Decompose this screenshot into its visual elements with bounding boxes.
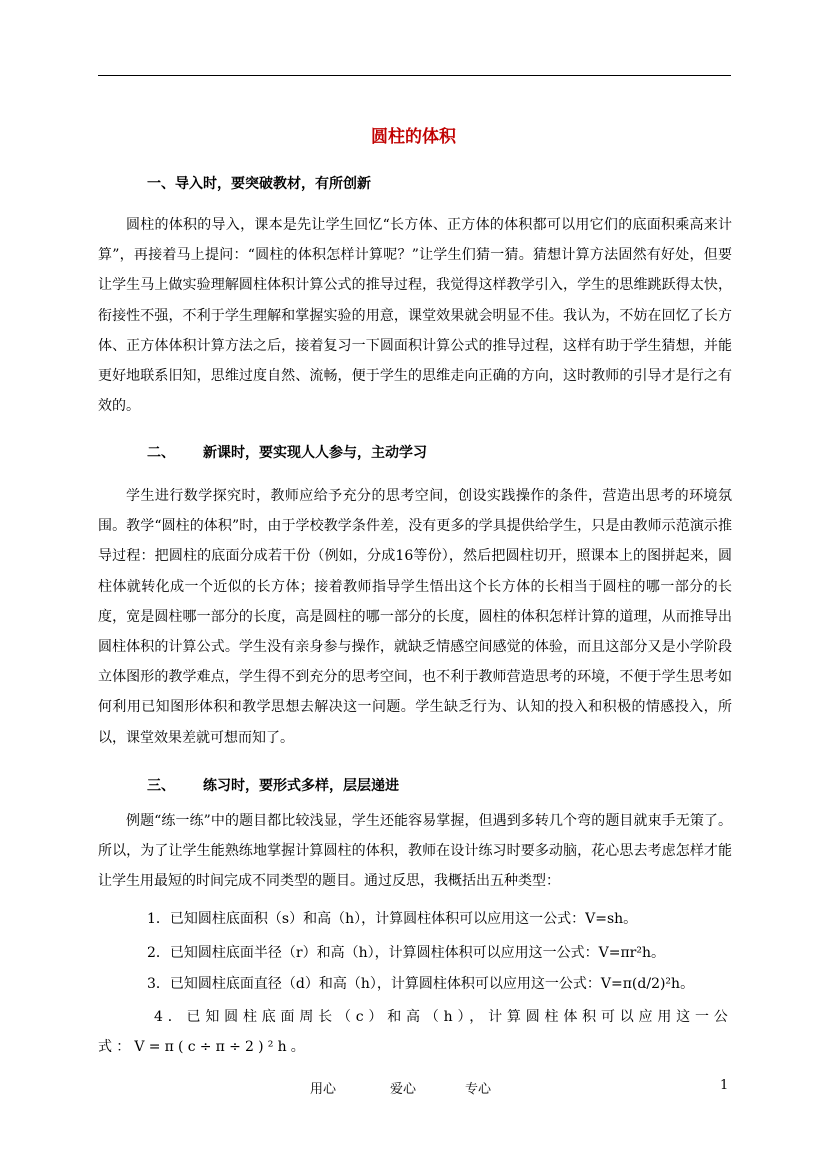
section-2-paragraph: 学生进行数学探究时，教师应给予充分的思考空间，创设实践操作的条件，营造出思考的环境氛围。教学“圆柱的体积”时，由于学校教学条件差，没有更多的学具提供给学生，只是由教师示范演示推导过程：把圆柱的底面分成若干份（例如，分成16等份），然后把圆柱切开，照课本上的图拼起来，圆柱体就转化成一个近似的长方体；接着教师指导学生悟出这个长方体的长相当于圆柱的哪一部分的长度，宽是圆柱哪一部分的长度，高是圆柱的哪一部分的长度，圆柱的体积怎样计算的道理，从而推导出圆柱体积的计算公式。学生没有亲身参与操作，就缺乏情感空间感觉的体验，而且这部分又是小学阶段立体图形的教学难点，学生得不到充分的思考空间，也不利于教师营造思考的环境，不便于学生思考如何利用已知图形体积和教学思想去解决这一问题。学生缺乏行为、认知的投入和积极的情感投入，所以，课堂效果差就可想而知了。 — [98, 488, 732, 746]
section-1-paragraph: 圆柱的体积的导入，课本是先让学生回忆“长方体、正方体的体积都可以用它们的底面积乘高来计算”，再接着马上提问：“圆柱的体积怎样计算呢？”让学生们猜一猜。猜想计算方法固然有好处，但要让学生马上做实验理解圆柱体积计算公式的推导过程，我觉得这样教学引入，学生的思维跳跃得太快，衔接性不强，不利于学生理解和掌握实验的用意，课堂效果就会明显不佳。我认为，不妨在回忆了长方体、正方体体积计算方法之后，接着复习一下圆面积计算公式的推导过程，这样有助于学生猜想，并能更好地联系旧知，思维过度自然、流畅，便于学生的思维走向正确的方向，这时教师的引导才是行之有效的。 — [98, 217, 732, 415]
footer-motto-2: 爱心 — [390, 1082, 417, 1097]
section-2-heading — [147, 442, 427, 462]
section-2-number: 二、 — [147, 445, 175, 461]
document-title: 圆柱的体积 — [371, 127, 456, 147]
footer-motto-3: 专心 — [465, 1082, 492, 1097]
footer-motto-1: 用心 — [310, 1082, 337, 1097]
section-2-title: 新课时，要实现人人参与，主动学习 — [203, 445, 427, 461]
formula-item-2: 2．已知圆柱底面半径（r）和高（h），计算圆柱体积可以应用这一公式：V=πr²h。 — [147, 945, 665, 961]
section-3-heading — [147, 775, 399, 795]
section-3-title: 练习时，要形式多样，层层递进 — [203, 778, 399, 794]
section-1-heading: 一、导入时，要突破教材，有所创新 — [147, 176, 371, 192]
header-rule — [98, 75, 731, 76]
formula-item-3: 3．已知圆柱底面直径（d）和高（h），计算圆柱体积可以应用这一公式：V=π(d/2)²h。 — [147, 976, 695, 992]
formula-item-1: 1．已知圆柱底面积（s）和高（h），计算圆柱体积可以应用这一公式：V=sh。 — [147, 911, 638, 927]
formula-item-4: 4．已知圆柱底面周长（c）和高（h），计算圆柱体积可以应用这一公式：V=π(c÷π÷2)²h。 — [98, 1009, 732, 1055]
page-number: 1 — [720, 1078, 729, 1093]
section-3-number: 三、 — [147, 778, 175, 794]
section-3-paragraph: 例题“练一练”中的题目都比较浅显，学生还能容易掌握，但遇到多转几个弯的题目就束手无策了。所以，为了让学生能熟练地掌握计算圆柱的体积，教师在设计练习时要多动脑，花心思去考虑怎样才能让学生用最短的时间完成不同类型的题目。通过反思，我概括出五种类型： — [98, 813, 732, 890]
